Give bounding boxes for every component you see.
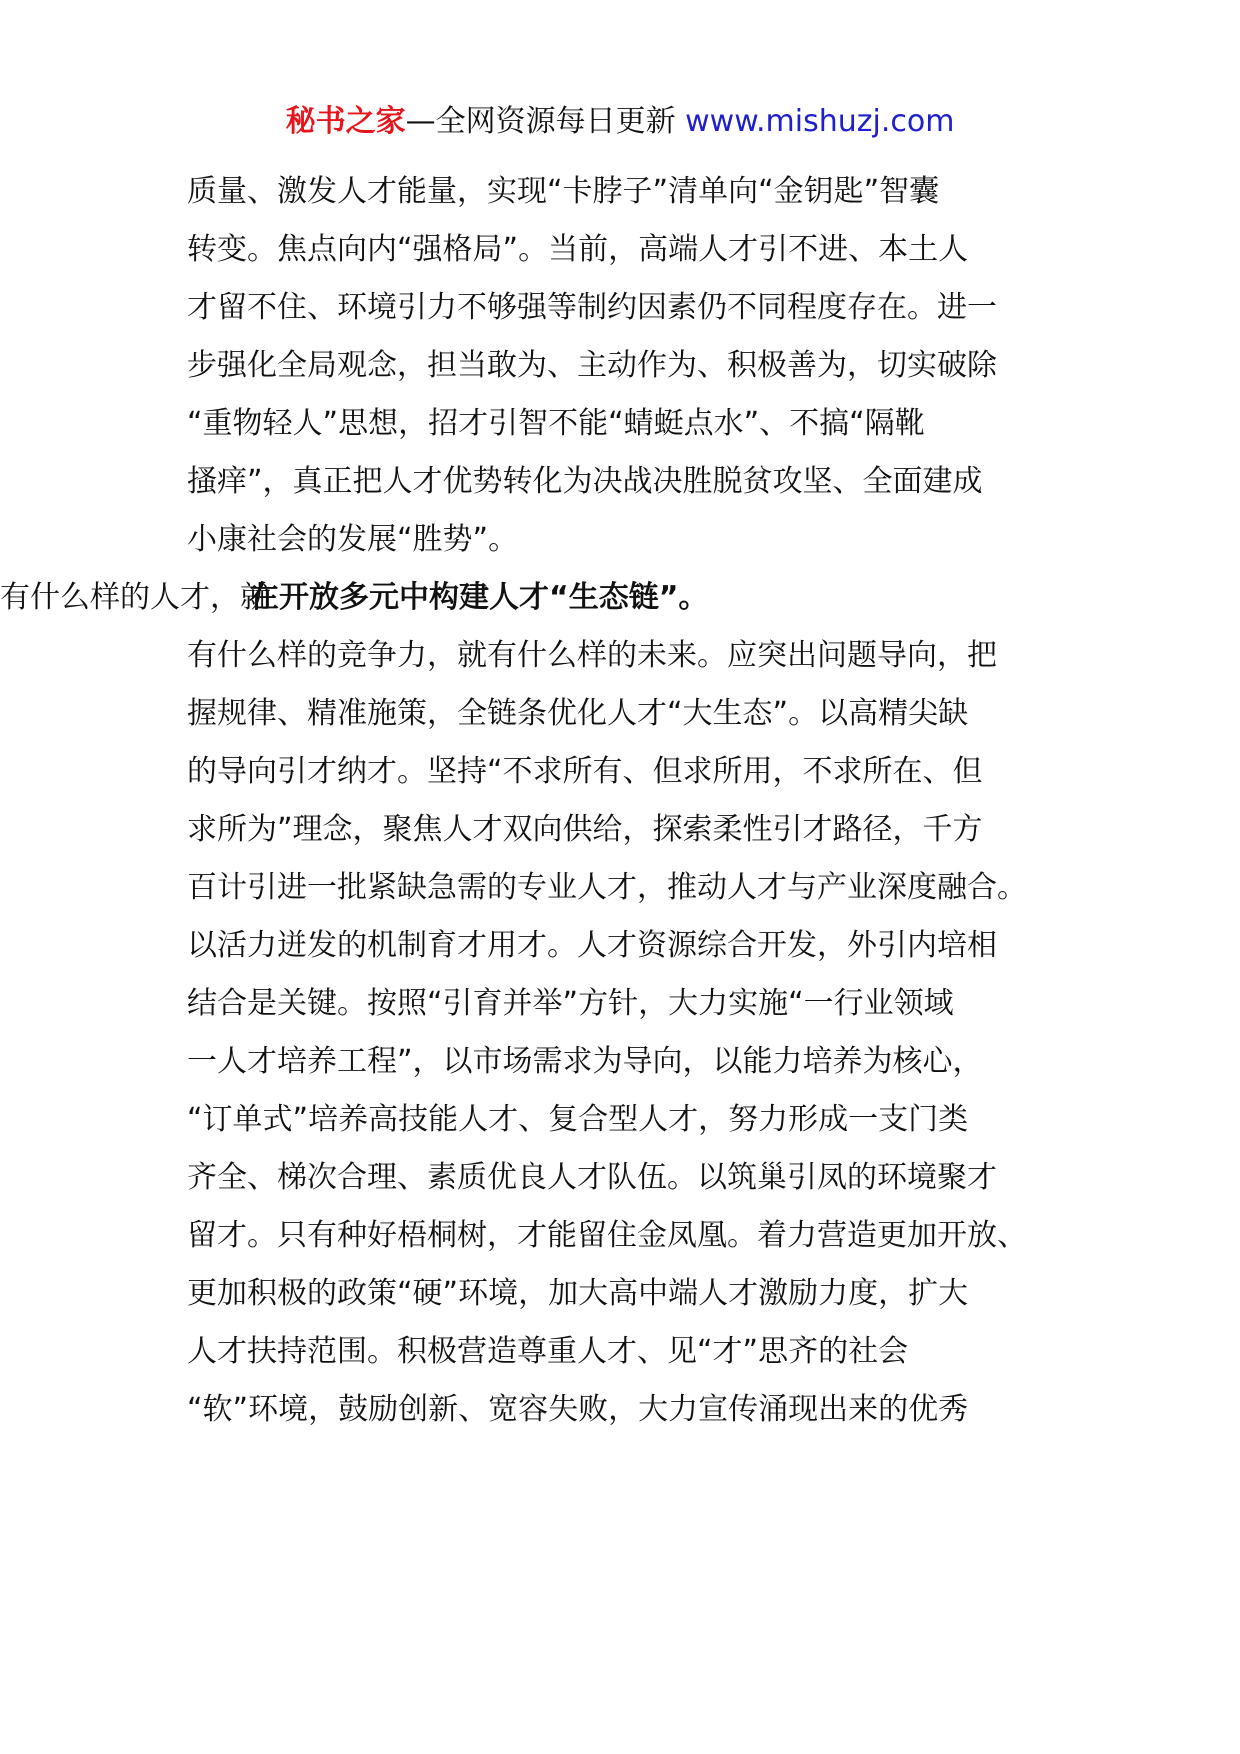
text-line-content: 小康社会的发展“胜势”。 <box>187 522 519 557</box>
text-line <box>0 1262 1240 1326</box>
text-line <box>0 1378 1240 1442</box>
text-line <box>0 218 1240 282</box>
text-line <box>0 856 1240 920</box>
text-line-content: 转变。焦点向内“强格局”。当前，高端人才引不进、本土人 <box>187 232 969 267</box>
site-brand: 秘书之家 <box>285 104 406 139</box>
text-line <box>0 1204 1240 1268</box>
text-line-content: 有什么样的竞争力，就有什么样的未来。应突出问题导向，把 <box>187 638 997 673</box>
text-line-content: “订单式”培养高技能人才、复合型人才，努力形成一支门类 <box>187 1102 969 1137</box>
text-line <box>0 914 1240 978</box>
text-line-content: 齐全、梯次合理、素质优良人才队伍。以筑巢引凤的环境聚才 <box>187 1160 997 1195</box>
text-line-content: 的导向引才纳才。坚持“不求所有、但求所用，不求所在、但 <box>187 754 983 789</box>
text-line-content: 求所为”理念，聚焦人才双向供给，探索柔性引才路径，千方 <box>187 812 983 847</box>
text-line <box>0 682 1240 746</box>
text-line-content: 百计引进一批紧缺急需的专业人才，推动人才与产业深度融合。 <box>187 870 1027 905</box>
text-line-content: 以活力迸发的机制育才用才。人才资源综合开发，外引内培相 <box>187 928 997 963</box>
paragraph-first-line <box>0 566 1240 630</box>
text-line <box>0 1030 1240 1094</box>
text-line-content: 人才扶持范围。积极营造尊重人才、见“才”思齐的社会 <box>187 1334 909 1369</box>
site-url-link[interactable]: www.mishuzj.com <box>685 104 955 139</box>
text-line <box>0 1146 1240 1210</box>
text-line <box>0 1320 1240 1384</box>
site-tagline: —全网资源每日更新 <box>405 104 686 139</box>
text-line <box>0 276 1240 340</box>
paragraph-heading: 在开放多元中构建人才“生态链”。 <box>249 580 709 615</box>
text-line-content: 握规律、精准施策，全链条优化人才“大生态”。以高精尖缺 <box>187 696 969 731</box>
text-line-content: 留才。只有种好梧桐树，才能留住金凤凰。着力营造更加开放、 <box>187 1218 1027 1253</box>
text-line <box>0 1088 1240 1152</box>
text-line-content: 结合是关键。按照“引育并举”方针，大力实施“一行业领域 <box>187 986 954 1021</box>
text-line <box>0 798 1240 862</box>
text-line <box>0 392 1240 456</box>
text-line <box>0 160 1240 224</box>
text-line-content: 质量、激发人才能量，实现“卡脖子”清单向“金钥匙”智囊 <box>187 174 940 209</box>
text-line-content: 一人才培养工程”，以市场需求为导向，以能力培养为核心， <box>187 1044 983 1079</box>
text-line <box>0 972 1240 1036</box>
text-line-content: 步强化全局观念，担当敢为、主动作为、积极善为，切实破除 <box>187 348 997 383</box>
text-line-content: 更加积极的政策“硬”环境，加大高中端人才激励力度，扩大 <box>187 1276 969 1311</box>
paragraph-first-line-text: 有什么样的人才，就 <box>0 580 270 615</box>
text-line-content: “重物轻人”思想，招才引智不能“蜻蜓点水”、不搞“隔靴 <box>187 406 925 441</box>
text-line <box>0 624 1240 688</box>
text-line-content: “软”环境，鼓励创新、宽容失败，大力宣传涌现出来的优秀 <box>187 1392 969 1427</box>
text-line <box>0 508 1240 572</box>
text-line-content: 搔痒”，真正把人才优势转化为决战决胜脱贫攻坚、全面建成 <box>187 464 983 499</box>
text-line-content: 才留不住、环境引力不够强等制约因素仍不同程度存在。进一 <box>187 290 997 325</box>
text-line <box>0 740 1240 804</box>
site-header <box>0 100 1240 144</box>
text-line <box>0 450 1240 514</box>
text-line <box>0 334 1240 398</box>
